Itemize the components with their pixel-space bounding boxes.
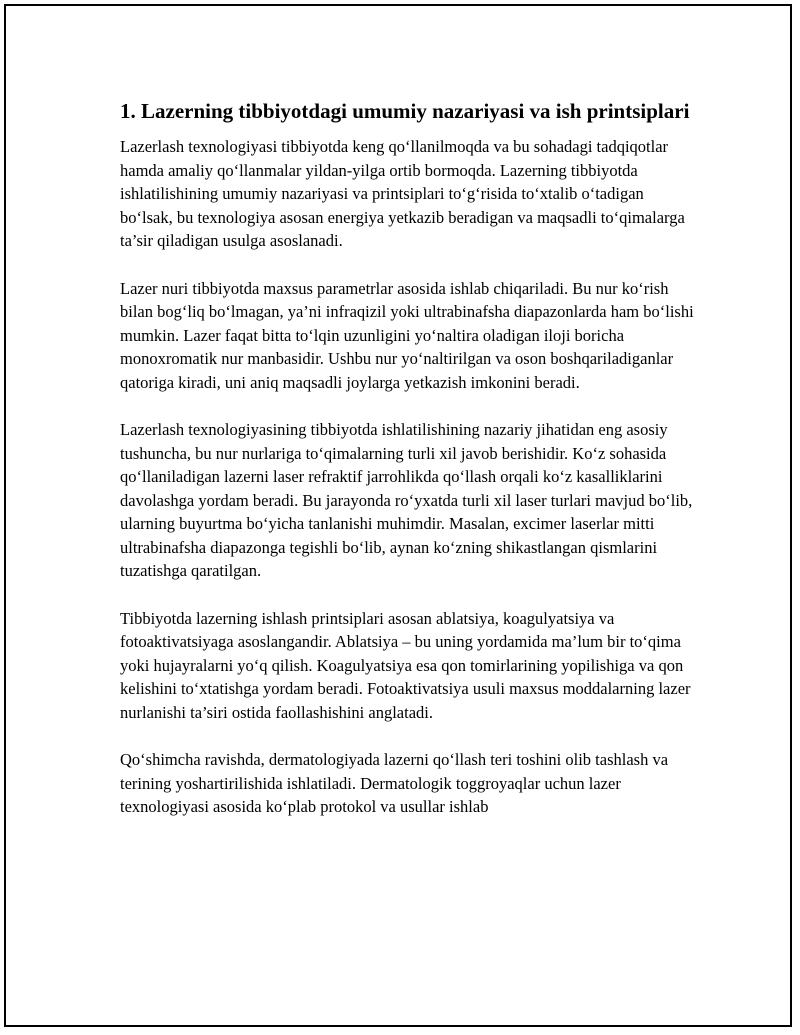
document-body xyxy=(120,97,695,843)
paragraph-5: Qo‘shimcha ravishda, dermatologiyada lazerni qo‘llash teri toshini olib tashlash va terining yoshartirilishida ishlatiladi. Dermatologik toggroyaqlar uchun lazer texnologiyasi asosida ko‘plab protokol va usullar ishlab xyxy=(120,750,669,816)
paragraph-4: Tibbiyotda lazerning ishlash printsiplari asosan ablatsiya, koagulyatsiya va fotoaktivatsiyaga asoslangandir. Ablatsiya – bu uning yordamida ma’lum bir to‘qima yoki hujayralarni yo‘q qilish. Koagulyatsiya esa qon tomirlarining yopilishiga va qon kelishini to‘xtatishga yordam beradi. Fotoaktivatsiya usuli maxsus moddalarning lazer nurlanishi ta’siri ostida faollashishini anglatadi. xyxy=(120,608,691,722)
paragraph-3: Lazerlash texnologiyasining tibbiyotda ishlatilishining nazariy jihatidan eng asosiy tushuncha, bu nur nurlariga to‘qimalarning turli xil javob berishidir. Ko‘z sohasida qo‘llaniladigan lazerni laser refraktif jarrohlikda qo‘llash orqali ko‘z kasalliklarini davolashga yordam beradi. Bu jarayonda ro‘yxatda turli xil laser turlari mavjud bo‘lib, ularning buyurtma bo‘yicha tanlanishi muhimdir. Masalan, excimer laserlar mitti ultrabinafsha diapazonga tegishli bo‘lib, aynan ko‘zning shikastlangan qismlarini tuzatishga qaratilgan. xyxy=(120,420,693,580)
section-heading: 1. Lazerning tibbiyotdagi umumiy nazariyasi va ish printsiplari xyxy=(120,99,690,123)
paragraph-1: Lazerlash texnologiyasi tibbiyotda keng qo‘llanilmoqda va bu sohadagi tadqiqotlar hamda amaliy qo‘llanmalar yildan-yilga ortib bormoqda. Lazerning tibbiyotda ishlatilishining umumiy nazariyasi va printsiplari to‘g‘risida to‘xtalib o‘tadigan bo‘lsak, bu texnologiya asosan energiya yetkazib beradigan va maqsadli to‘qimalarga ta’sir qiladigan usulga asoslanadi. xyxy=(120,137,685,250)
page-frame xyxy=(4,4,792,1027)
paragraph-2: Lazer nuri tibbiyotda maxsus parametrlar asosida ishlab chiqariladi. Bu nur ko‘rish bilan bog‘liq bo‘lmagan, ya’ni infraqizil yoki ultrabinafsha diapazonlarda ham bo‘lishi mumkin. Lazer faqat bitta to‘lqin uzunligini yo‘naltira oladigan iloji boricha monoxromatik nur manbasidir. Ushbu nur yo‘naltirilgan va oson boshqariladiganlar qatoriga kiradi, uni aniq maqsadli joylarga yetkazish imkonini beradi. xyxy=(120,278,694,392)
